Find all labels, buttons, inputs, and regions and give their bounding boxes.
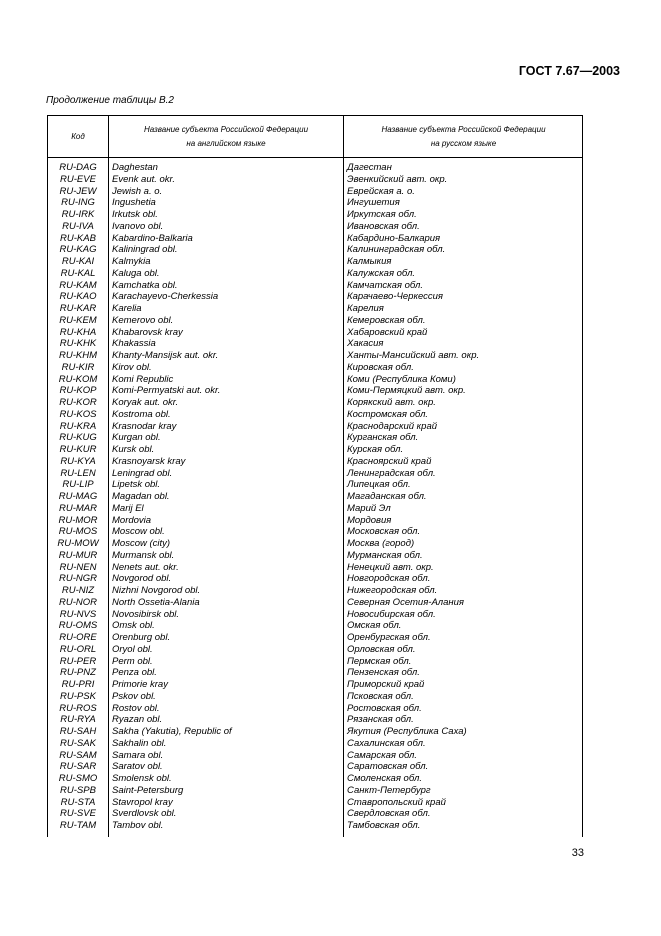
row-russian-name: Калмыкия <box>347 256 392 267</box>
row-russian-name: Краснодарский край <box>347 420 438 432</box>
row-code: RU-TAM <box>59 820 97 831</box>
row-russian-name: Московская обл. <box>347 526 421 538</box>
table-row <box>48 609 582 621</box>
table-row <box>48 620 582 632</box>
row-english-name: Komi-Permyatski aut. okr. <box>112 385 221 397</box>
row-code: RU-KRA <box>59 420 97 432</box>
row-code: RU-OMS <box>58 620 98 632</box>
row-russian-name: Кемеровская обл. <box>347 314 426 326</box>
row-russian-name: Тамбовская обл. <box>347 820 421 831</box>
table-row <box>48 444 582 456</box>
row-english-name: Kurgan obl. <box>112 432 161 444</box>
row-code: RU-KOP <box>59 385 97 397</box>
row-english-name: Kostroma obl. <box>112 408 171 420</box>
row-russian-name: Карелия <box>347 303 384 314</box>
row-english-name: Khakassia <box>112 338 156 350</box>
row-english-name: Kaluga obl. <box>112 267 160 279</box>
table-row <box>48 667 582 679</box>
table-row <box>48 703 582 715</box>
row-russian-name: Москва (город) <box>347 538 415 549</box>
table-row <box>48 491 582 503</box>
row-code: RU-PRI <box>61 679 95 690</box>
row-english-name: Smolensk obl. <box>112 773 172 784</box>
subjects-table <box>47 115 583 837</box>
row-english-name: Krasnoyarsk kray <box>112 455 186 467</box>
table-row <box>48 820 582 832</box>
row-russian-name: Самарская обл. <box>347 749 417 761</box>
table-row <box>48 691 582 703</box>
header-english-name <box>109 116 343 157</box>
row-code: RU-MOS <box>58 526 98 538</box>
table-row <box>48 456 582 468</box>
row-russian-name: Новосибирская обл. <box>347 608 436 620</box>
row-code: RU-MUR <box>58 549 98 561</box>
table-row <box>48 186 582 198</box>
row-code: RU-ROS <box>59 702 97 714</box>
row-code: RU-KAL <box>60 267 96 279</box>
row-english-name: Nizhni Novgorod obl. <box>112 585 201 596</box>
row-english-name: Karachayevo-Cherkessia <box>112 291 219 303</box>
table-row <box>48 338 582 350</box>
table-row <box>48 327 582 339</box>
row-code: RU-STA <box>60 796 96 808</box>
row-russian-name: Ростовская обл. <box>347 702 422 714</box>
table-row <box>48 750 582 762</box>
row-code: RU-MAG <box>58 491 98 502</box>
row-english-name: Moscow obl. <box>112 526 165 538</box>
header-code-label: Код <box>71 131 85 141</box>
row-russian-name: Мурманская обл. <box>347 549 423 561</box>
row-russian-name: Корякский авт. окр. <box>347 397 436 408</box>
table-row <box>48 268 582 280</box>
table-row <box>48 738 582 750</box>
row-russian-name: Карачаево-Черкессия <box>347 291 443 303</box>
table-row <box>48 726 582 738</box>
row-russian-name: Красноярский край <box>347 455 432 467</box>
table-row <box>48 421 582 433</box>
table-row <box>48 526 582 538</box>
row-russian-name: Кабардино-Балкария <box>347 232 441 244</box>
row-code: RU-PER <box>59 655 97 667</box>
row-code: RU-EVE <box>60 173 96 185</box>
table-row <box>48 585 582 597</box>
row-russian-name: Ханты-Мансийский авт. окр. <box>347 350 480 361</box>
header-english-line2: на английском языке <box>186 138 266 148</box>
row-english-name: Perm obl. <box>112 655 153 667</box>
row-english-name: Novosibirsk obl. <box>112 608 180 620</box>
table-row <box>48 538 582 550</box>
row-code: RU-ORE <box>59 632 97 643</box>
row-english-name: Evenk aut. okr. <box>112 173 176 185</box>
table-row <box>48 303 582 315</box>
row-code: RU-KAO <box>59 291 97 303</box>
table-row <box>48 562 582 574</box>
row-english-name: Khabarovsk kray <box>112 326 183 338</box>
row-english-name: Samara obl. <box>112 749 164 761</box>
row-english-name: Marij El <box>112 502 144 514</box>
standard-code: ГОСТ 7.67—2003 <box>518 64 620 78</box>
row-code: RU-KIR <box>61 361 95 373</box>
table-row <box>48 409 582 421</box>
row-code: RU-KHM <box>59 350 97 361</box>
row-russian-name: Ивановская обл. <box>347 220 420 232</box>
row-code: RU-LIP <box>62 479 94 491</box>
row-code: RU-MAR <box>59 502 97 514</box>
table-row <box>48 174 582 186</box>
row-english-name: Komi Republic <box>112 373 174 385</box>
row-code: RU-SMO <box>58 773 98 784</box>
table-row <box>48 479 582 491</box>
row-russian-name: Рязанская обл. <box>347 714 414 726</box>
row-russian-name: Мордовия <box>347 514 392 526</box>
row-code: RU-KYA <box>60 455 96 467</box>
row-russian-name: Липецкая обл. <box>347 479 411 491</box>
row-russian-name: Псковская обл. <box>347 690 414 702</box>
row-english-name: Sakhalin obl. <box>112 737 167 749</box>
row-english-name: Leningrad obl. <box>112 467 173 479</box>
table-row <box>48 291 582 303</box>
table-row <box>48 197 582 209</box>
row-russian-name: Курганская обл. <box>347 432 419 444</box>
row-russian-name: Нижегородская обл. <box>347 585 438 596</box>
row-code: RU-KOR <box>59 397 97 408</box>
row-english-name: Ivanovo obl. <box>112 220 164 232</box>
row-english-name: Karelia <box>112 303 142 314</box>
row-russian-name: Коми-Пермяцкий авт. окр. <box>347 385 466 397</box>
row-code: RU-MOR <box>58 514 98 526</box>
row-english-name: Kursk obl. <box>112 444 155 455</box>
row-russian-name: Пензенская обл. <box>347 667 420 679</box>
row-russian-name: Камчатская обл. <box>347 279 424 291</box>
table-row <box>48 468 582 480</box>
row-code: RU-KEM <box>59 314 97 326</box>
row-code: RU-MOW <box>57 538 99 549</box>
row-english-name: Daghestan <box>112 162 158 173</box>
row-code: RU-KOM <box>58 373 98 385</box>
table-row <box>48 797 582 809</box>
row-russian-name: Калининградская обл. <box>347 244 446 256</box>
row-english-name: Saint-Petersburg <box>112 784 184 796</box>
row-russian-name: Оренбургская обл. <box>347 632 431 643</box>
table-row <box>48 280 582 292</box>
table-row <box>48 350 582 362</box>
row-code: RU-IRK <box>61 209 95 220</box>
row-russian-name: Марий Эл <box>347 502 391 514</box>
table-row <box>48 550 582 562</box>
row-english-name: Irkutsk obl. <box>112 209 158 220</box>
row-russian-name: Новгородская обл. <box>347 573 431 585</box>
row-russian-name: Смоленская обл. <box>347 773 422 784</box>
table-row <box>48 432 582 444</box>
row-code: RU-KAM <box>59 279 97 291</box>
header-russian-line2: на русском языке <box>430 138 497 148</box>
table-row <box>48 679 582 691</box>
row-russian-name: Ненецкий авт. окр. <box>347 561 434 573</box>
row-russian-name: Эвенкийский авт. окр. <box>347 173 448 185</box>
row-code: RU-ING <box>61 197 95 209</box>
table-row <box>48 597 582 609</box>
row-english-name: Sakha (Yakutia), Republic of <box>112 726 232 737</box>
row-russian-name: Костромская обл. <box>347 408 429 420</box>
row-english-name: Orenburg obl. <box>112 632 171 643</box>
row-code: RU-PNZ <box>60 667 96 679</box>
row-english-name: Krasnodar kray <box>112 420 177 432</box>
row-code: RU-KAI <box>61 256 95 267</box>
page-number: 33 <box>571 847 584 859</box>
row-russian-name: Саратовская обл. <box>347 761 429 773</box>
row-russian-name: Калужская обл. <box>347 267 416 279</box>
header-russian-name <box>344 116 583 157</box>
row-russian-name: Хакасия <box>347 338 384 350</box>
table-row <box>48 503 582 515</box>
row-russian-name: Северная Осетия-Алания <box>347 596 465 608</box>
row-english-name: Nenets aut. okr. <box>112 561 179 573</box>
row-code: RU-KOS <box>59 408 97 420</box>
table-row <box>48 397 582 409</box>
row-code: RU-KUR <box>59 444 97 455</box>
row-code: RU-SAR <box>59 761 97 773</box>
row-russian-name: Коми (Республика Коми) <box>347 373 456 385</box>
row-code: RU-NGR <box>59 573 97 585</box>
row-english-name: Rostov obl. <box>112 702 160 714</box>
row-english-name: Kaliningrad obl. <box>112 244 178 256</box>
row-code: RU-NVS <box>59 608 97 620</box>
row-english-name: Jewish a. o. <box>112 185 163 197</box>
row-english-name: Ryazan obl. <box>112 714 163 726</box>
row-code: RU-SAH <box>59 726 97 737</box>
table-row <box>48 573 582 585</box>
table-row <box>48 714 582 726</box>
row-russian-name: Сахалинская обл. <box>347 737 426 749</box>
row-russian-name: Орловская обл. <box>347 643 416 655</box>
row-english-name: Stavropol kray <box>112 796 173 808</box>
row-russian-name: Хабаровский край <box>347 326 428 338</box>
row-english-name: Sverdlovsk obl. <box>112 808 177 820</box>
row-russian-name: Еврейская а. о. <box>347 185 415 197</box>
row-english-name: Primorie kray <box>112 679 168 690</box>
row-english-name: North Ossetia-Alania <box>112 596 200 608</box>
row-code: RU-PSK <box>60 690 96 702</box>
row-english-name: Kabardino-Balkaria <box>112 232 193 244</box>
row-english-name: Oryol obl. <box>112 643 153 655</box>
row-english-name: Khanty-Mansijsk aut. okr. <box>112 350 219 361</box>
row-english-name: Kemerovo obl. <box>112 314 174 326</box>
row-code: RU-SAK <box>60 737 96 749</box>
row-russian-name: Якутия (Республика Саха) <box>347 726 467 737</box>
table-row <box>48 233 582 245</box>
table-row <box>48 385 582 397</box>
table-row <box>48 256 582 268</box>
table-row <box>48 315 582 327</box>
row-code: RU-SVE <box>60 808 96 820</box>
table-row <box>48 221 582 233</box>
row-russian-name: Приморский край <box>347 679 425 690</box>
row-russian-name: Ставропольский край <box>347 796 446 808</box>
row-english-name: Kalmykia <box>112 256 151 267</box>
row-russian-name: Ленинградская обл. <box>347 467 436 479</box>
row-code: RU-IVA <box>62 220 94 232</box>
row-code: RU-SPB <box>60 784 96 796</box>
row-russian-name: Кировская обл. <box>347 361 414 373</box>
row-russian-name: Пермская обл. <box>347 655 412 667</box>
header-english-line1: Название субъекта Российской Федерации <box>143 124 309 134</box>
row-code: RU-KAB <box>60 232 96 244</box>
row-code: RU-DAG <box>59 162 97 173</box>
row-code: RU-KUG <box>59 432 97 444</box>
row-english-name: Omsk obl. <box>112 620 155 632</box>
row-code: RU-SAM <box>59 749 97 761</box>
table-row <box>48 362 582 374</box>
row-code: RU-ORL <box>59 643 97 655</box>
row-english-name: Kirov obl. <box>112 361 152 373</box>
row-english-name: Lipetsk obl. <box>112 479 161 491</box>
header-code <box>48 116 108 157</box>
row-russian-name: Дагестан <box>347 162 392 173</box>
row-russian-name: Курская обл. <box>347 444 404 455</box>
row-russian-name: Ингушетия <box>347 197 400 209</box>
row-russian-name: Магаданская обл. <box>347 491 427 502</box>
row-code: RU-NOR <box>59 596 97 608</box>
row-english-name: Koryak aut. okr. <box>112 397 179 408</box>
row-english-name: Moscow (city) <box>112 538 171 549</box>
row-english-name: Saratov obl. <box>112 761 163 773</box>
table-body <box>48 162 582 832</box>
table-row <box>48 808 582 820</box>
header-russian-line1: Название субъекта Российской Федерации <box>381 124 546 134</box>
row-russian-name: Иркутская обл. <box>347 209 417 220</box>
table-row <box>48 773 582 785</box>
row-russian-name: Омская обл. <box>347 620 402 632</box>
table-row <box>48 515 582 527</box>
table-row <box>48 644 582 656</box>
row-english-name: Tambov obl. <box>112 820 164 831</box>
row-code: RU-KAR <box>59 303 97 314</box>
header-divider <box>48 157 582 158</box>
table-row <box>48 374 582 386</box>
row-code: RU-KAG <box>59 244 97 256</box>
table-row <box>48 162 582 174</box>
table-row <box>48 209 582 221</box>
table-row <box>48 785 582 797</box>
table-caption: Продолжение таблицы В.2 <box>46 95 174 106</box>
row-code: RU-LEN <box>60 467 96 479</box>
row-english-name: Magadan obl. <box>112 491 170 502</box>
table-row <box>48 632 582 644</box>
row-russian-name: Санкт-Петербург <box>347 784 431 796</box>
row-english-name: Ingushetia <box>112 197 156 209</box>
row-english-name: Murmansk obl. <box>112 549 175 561</box>
table-row <box>48 761 582 773</box>
row-code: RU-NEN <box>59 561 97 573</box>
row-code: RU-KHA <box>59 326 97 338</box>
row-code: RU-JEW <box>59 185 97 197</box>
row-english-name: Penza obl. <box>112 667 157 679</box>
row-english-name: Kamchatka obl. <box>112 279 178 291</box>
row-english-name: Pskov obl. <box>112 690 156 702</box>
row-code: RU-RYA <box>60 714 96 726</box>
table-row <box>48 244 582 256</box>
row-russian-name: Свердловская обл. <box>347 808 431 820</box>
row-english-name: Novgorod obl. <box>112 573 172 585</box>
row-english-name: Mordovia <box>112 514 152 526</box>
row-code: RU-NIZ <box>61 585 95 596</box>
row-code: RU-KHK <box>59 338 97 350</box>
table-row <box>48 656 582 668</box>
